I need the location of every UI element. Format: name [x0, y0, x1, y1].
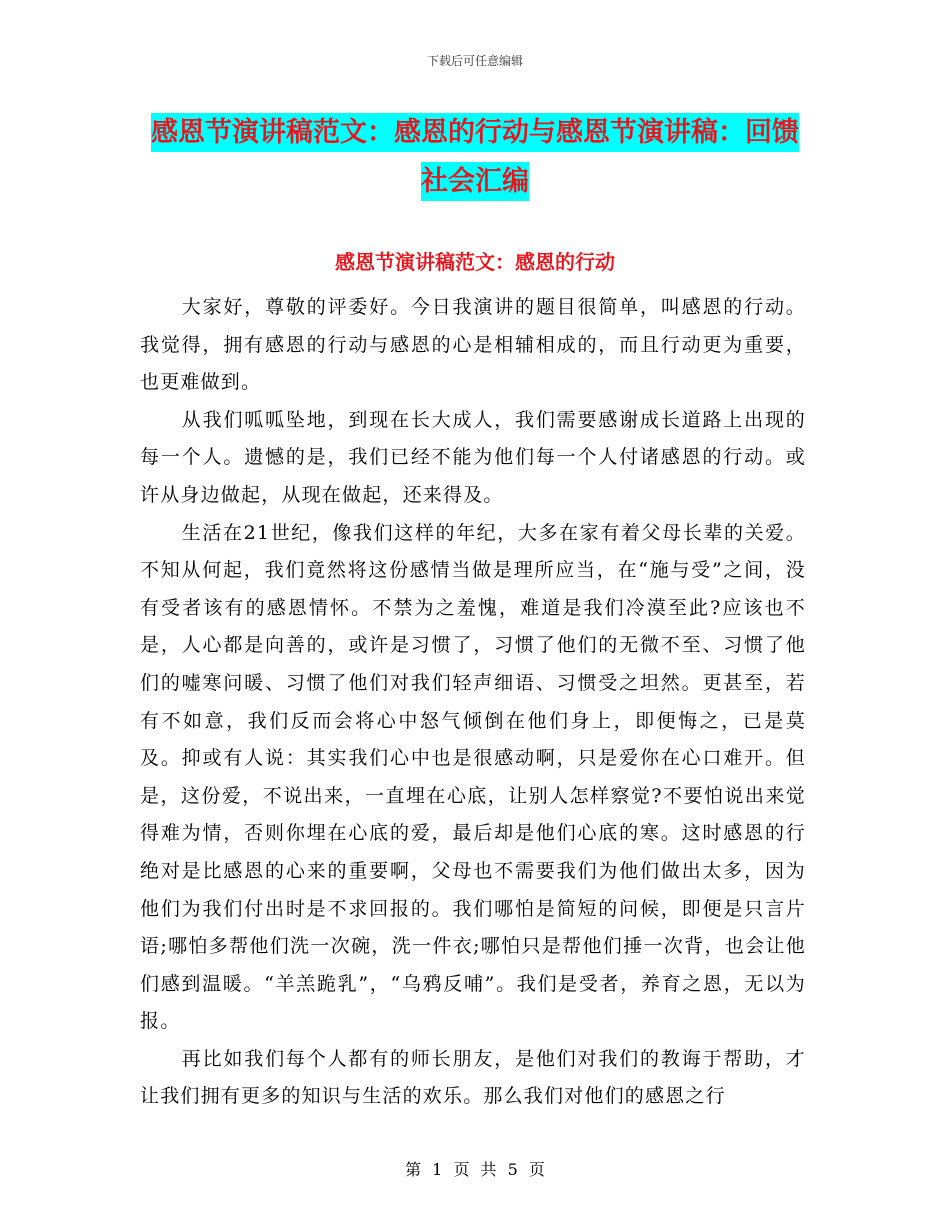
page-footer: 第 1 页 共 5 页 — [405, 1160, 545, 1179]
document-title-text: 感恩节演讲稿范文：感恩的行动与感恩节演讲稿：回馈社会汇编 — [151, 113, 799, 201]
paragraph: 生活在21世纪，像我们这样的年纪，大多在家有着父母长辈的关爱。不知从何起，我们竟然将这份感情当做是理所应当，在“施与受”之间，没有受者该有的感恩情怀。不禁为之羞愧，难道是我们冷漠至此?应该也不是，人心都是向善的，或许是习惯了，习惯了他们的无微不至、习惯了他们的嘘寒问暖、习惯了他们对我们轻声细语、习惯受之坦然。更甚至，若有不如意，我们反而会将心中怒气倾倒在他们身上，即便悔之，已是莫及。抑或有人说：其实我们心中也是很感动啊，只是爱你在心口难开。但是，这份爱，不说出来，一直埋在心底，让别人怎样察觉?不要怕说出来觉得难为情，否则你埋在心底的爱，最后却是他们心底的寒。这时感恩的行绝对是比感恩的心来的重要啊，父母也不需要我们为他们做出太多，因为他们为我们付出时是不求回报的。我们哪怕是简短的问候，即便是只言片语;哪怕多帮他们洗一次碗，洗一件衣;哪怕只是帮他们捶一次背，也会让他们感到温暖。“羊羔跪乳”，“乌鸦反哺”。我们是受者，养育之恩，无以为报。 — [140, 521, 806, 1033]
document-title — [140, 108, 810, 206]
paragraph: 从我们呱呱坠地，到现在长大成人，我们需要感谢成长道路上出现的每一个人。遗憾的是，我们已经不能为他们每一个人付诸感恩的行动。或许从身边做起，从现在做起，还来得及。 — [140, 408, 806, 506]
document-body — [140, 289, 806, 1116]
paragraph: 大家好，尊敬的评委好。今日我演讲的题目很简单，叫感恩的行动。我觉得，拥有感恩的行动与感恩的心是相辅相成的，而且行动更为重要，也更难做到。 — [140, 296, 806, 394]
paragraph: 再比如我们每个人都有的师长朋友，是他们对我们的教诲于帮助，才让我们拥有更多的知识与生活的欢乐。那么我们对他们的感恩之行 — [140, 1047, 806, 1108]
page-header-note: 下载后可任意编辑 — [426, 54, 523, 68]
section-title: 感恩节演讲稿范文：感恩的行动 — [335, 250, 615, 274]
